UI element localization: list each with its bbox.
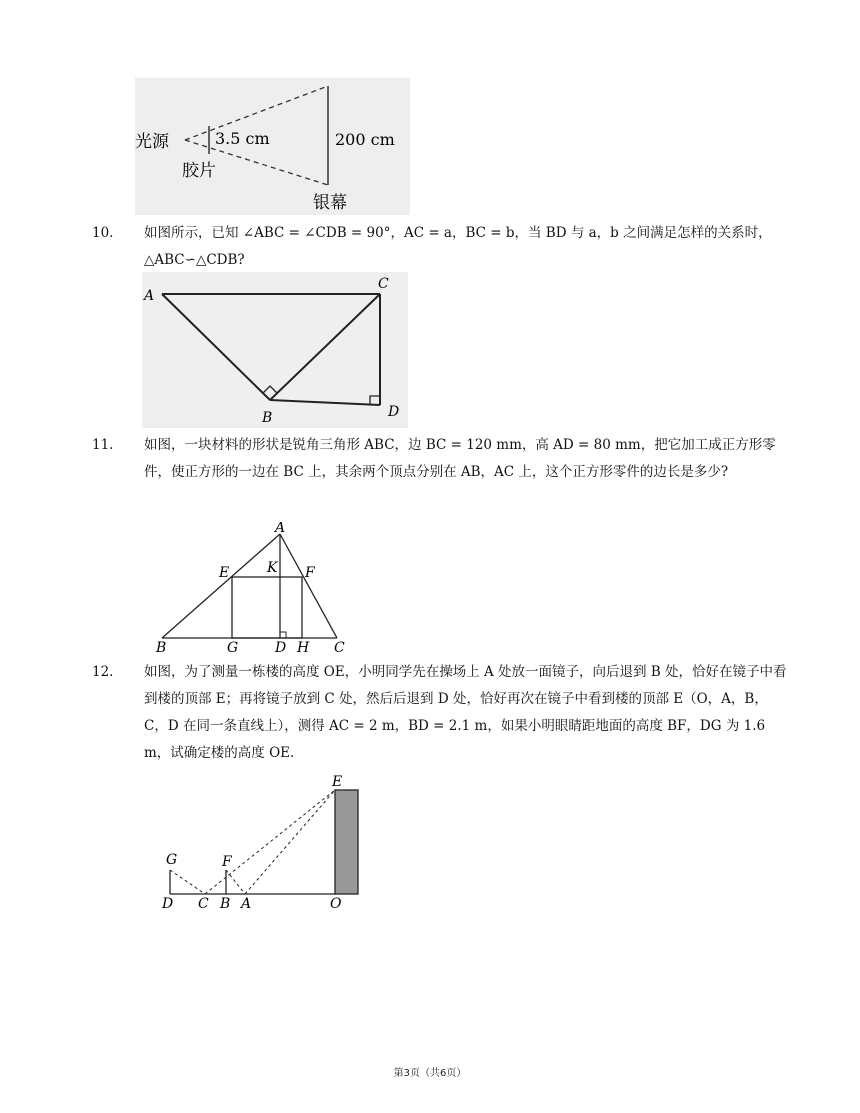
label-a: A (144, 288, 155, 304)
problem-number: 11. (92, 437, 114, 453)
label-c: C (378, 276, 389, 292)
label-b: B (156, 640, 167, 656)
label-b: B (262, 410, 273, 426)
problem-text: 如图，一块材料的形状是锐角三角形 ABC，边 BC = 120 mm，高 AD = 80 mm，把它加工成正方形零件，使正方形的一边在 BC 上，其余两个顶点分别在 AB，AC 上，这个正方形零件的边长是多少? (144, 437, 776, 480)
triangle-abc-cdb-figure (142, 272, 408, 428)
film-label: 胶片 (182, 161, 216, 181)
film-distance-label: 3.5 cm (215, 129, 270, 148)
problem-text: 如图，为了测量一栋楼的高度 OE，小明同学先在操场上 A 处放一面镜子，向后退到 B 处，恰好在镜子中看到楼的顶部 E；再将镜子放到 C 处，然后后退到 D 处，恰好再次在镜子中看到楼的顶部 E（O，A，B，C，D 在同一条直线上），测得 AC = 2 m，BD = 2.1 m，如果小明眼睛距地面的高度 BF，DG 为 1.6 m，试确定楼的高度 OE. (144, 664, 787, 761)
label-e: E (332, 774, 343, 790)
label-c: C (334, 640, 345, 656)
label-a: A (275, 522, 286, 536)
label-d: D (388, 404, 400, 420)
label-f: F (305, 565, 315, 581)
label-d: D (275, 640, 287, 656)
label-a: A (241, 896, 252, 912)
label-h: H (297, 640, 310, 656)
label-k: K (267, 560, 278, 576)
screen-distance-label: 200 cm (335, 130, 395, 149)
mirror-building-figure (158, 772, 368, 912)
problem-number: 10. (92, 225, 114, 241)
problem-text: 如图所示，已知 ∠ABC = ∠CDB = 90°，AC = a，BC = b，当 BD 与 a，b 之间满足怎样的关系时，△ABC∽△CDB? (144, 225, 772, 268)
screen-label: 银幕 (313, 193, 347, 213)
label-c: C (198, 896, 209, 912)
label-d: D (162, 896, 174, 912)
label-o: O (330, 896, 342, 912)
problem-11 (92, 432, 789, 486)
problem-12 (92, 659, 789, 767)
label-e: E (219, 565, 230, 581)
label-g: G (166, 852, 178, 868)
label-f: F (222, 854, 232, 870)
page-footer: 第3页（共6页） (393, 1068, 467, 1079)
problem-10 (92, 220, 789, 274)
label-g: G (227, 640, 239, 656)
light-source-label: 光源 (135, 132, 169, 152)
projector-figure (135, 78, 410, 215)
label-b: B (220, 896, 231, 912)
square-in-triangle-figure (152, 522, 357, 656)
problem-number: 12. (92, 664, 114, 680)
